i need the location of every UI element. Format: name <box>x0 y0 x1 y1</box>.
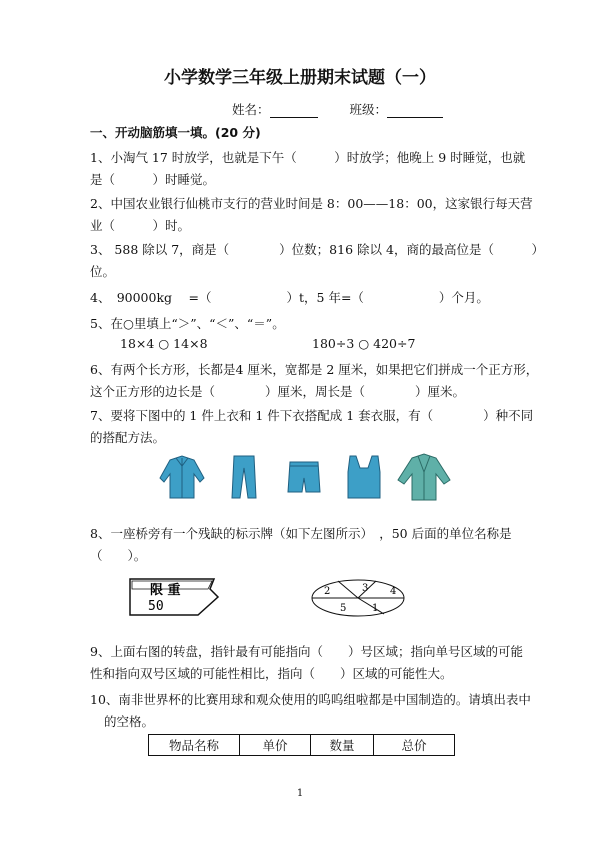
table-header-unit-price: 单价 <box>240 735 311 756</box>
question-7-line-2: 的搭配方法。 <box>90 430 166 445</box>
table-header-item-name: 物品名称 <box>149 735 240 756</box>
question-9-line-1: 9、上面右图的转盘，指针最有可能指向（ ）号区域；指向单号区域的可能 <box>90 644 523 659</box>
clothes-pictures <box>158 452 458 502</box>
question-9-line-2: 性和指向双号区域的可能性相比，指向（ ）区域的可能性大。 <box>90 666 453 681</box>
jacket-picture <box>160 456 204 498</box>
wheel-number-4: 4 <box>390 586 397 597</box>
wheel-number-1: 1 <box>372 603 379 614</box>
name-label: 姓名： <box>232 102 270 117</box>
table-header-row <box>149 735 455 756</box>
question-2-line-1: 2、中国农业银行仙桃市支行的营业时间是 8：00——18：00，这家银行每天营 <box>90 196 533 211</box>
question-10-line-2: 的空格。 <box>104 714 155 729</box>
question-1-line-2: 是（ ）时睡觉。 <box>90 172 216 187</box>
question-5-expression-1: 18×4 ○ 14×8 <box>120 336 208 351</box>
question-10-line-1: 10、南非世界杯的比赛用球和观众使用的呜呜组啦都是中国制造的。请填出表中 <box>90 692 531 707</box>
coat-picture <box>398 454 450 500</box>
spinner-wheel <box>310 578 406 618</box>
long-pants-picture <box>232 456 256 498</box>
question-8-line-2: （ ）。 <box>90 548 147 563</box>
wheel-number-5: 5 <box>340 603 347 614</box>
section-heading: 一、开动脑筋填一填。(20 分) <box>90 125 261 140</box>
shorts-picture <box>288 462 320 492</box>
question-3-line-1: 3、 588 除以 7，商是（ ）位数；816 除以 4，商的最高位是（ ） <box>90 242 544 257</box>
question-7-line-1: 7、要将下图中的 1 件上衣和 1 件下衣搭配成 1 套衣服，有（ ）种不同 <box>90 408 534 423</box>
class-label: 班级： <box>349 102 387 117</box>
name-blank[interactable] <box>270 103 318 118</box>
question-5-expression-2: 180÷3 ○ 420÷7 <box>312 336 416 351</box>
tank-top-picture <box>348 456 380 498</box>
class-blank[interactable] <box>387 103 443 118</box>
name-class-row <box>232 100 443 118</box>
question-8-line-1: 8、一座桥旁有一个残缺的标示牌（如下左图所示） ，50 后面的单位名称是 <box>90 526 512 541</box>
question-6-line-1: 6、有两个长方形，长都是4 厘米，宽都是 2 厘米，如果把它们拼成一个正方形， <box>90 362 539 377</box>
sign-text-limit: 限 重 <box>150 583 181 598</box>
question-2-line-2: 业（ ）时。 <box>90 218 191 233</box>
page-title: 小学数学三年级上册期末试题（一） <box>164 68 436 88</box>
question-4-line-1: 4、 90000kg =（ ）t，5 年=（ ）个月。 <box>90 290 489 305</box>
question-5-line-1: 5、在○里填上“＞”、“＜”、“＝”。 <box>90 316 285 331</box>
question-6-line-2: 这个正方形的边长是（ ）厘米，周长是（ ）厘米。 <box>90 384 466 399</box>
wheel-number-2: 2 <box>324 586 331 597</box>
question-3-line-2: 位。 <box>90 264 116 279</box>
question-1-line-1: 1、小淘气 17 时放学，也就是下午（ ）时放学；他晚上 9 时睡觉，也就 <box>90 150 526 165</box>
sign-text-number: 50 <box>148 599 164 614</box>
wheel-number-3: 3 <box>362 583 369 594</box>
page-number: 1 <box>296 788 304 799</box>
table-header-quantity: 数量 <box>311 735 374 756</box>
broken-weight-sign <box>128 575 220 619</box>
goods-table <box>148 734 455 756</box>
table-header-total-price: 总价 <box>374 735 455 756</box>
